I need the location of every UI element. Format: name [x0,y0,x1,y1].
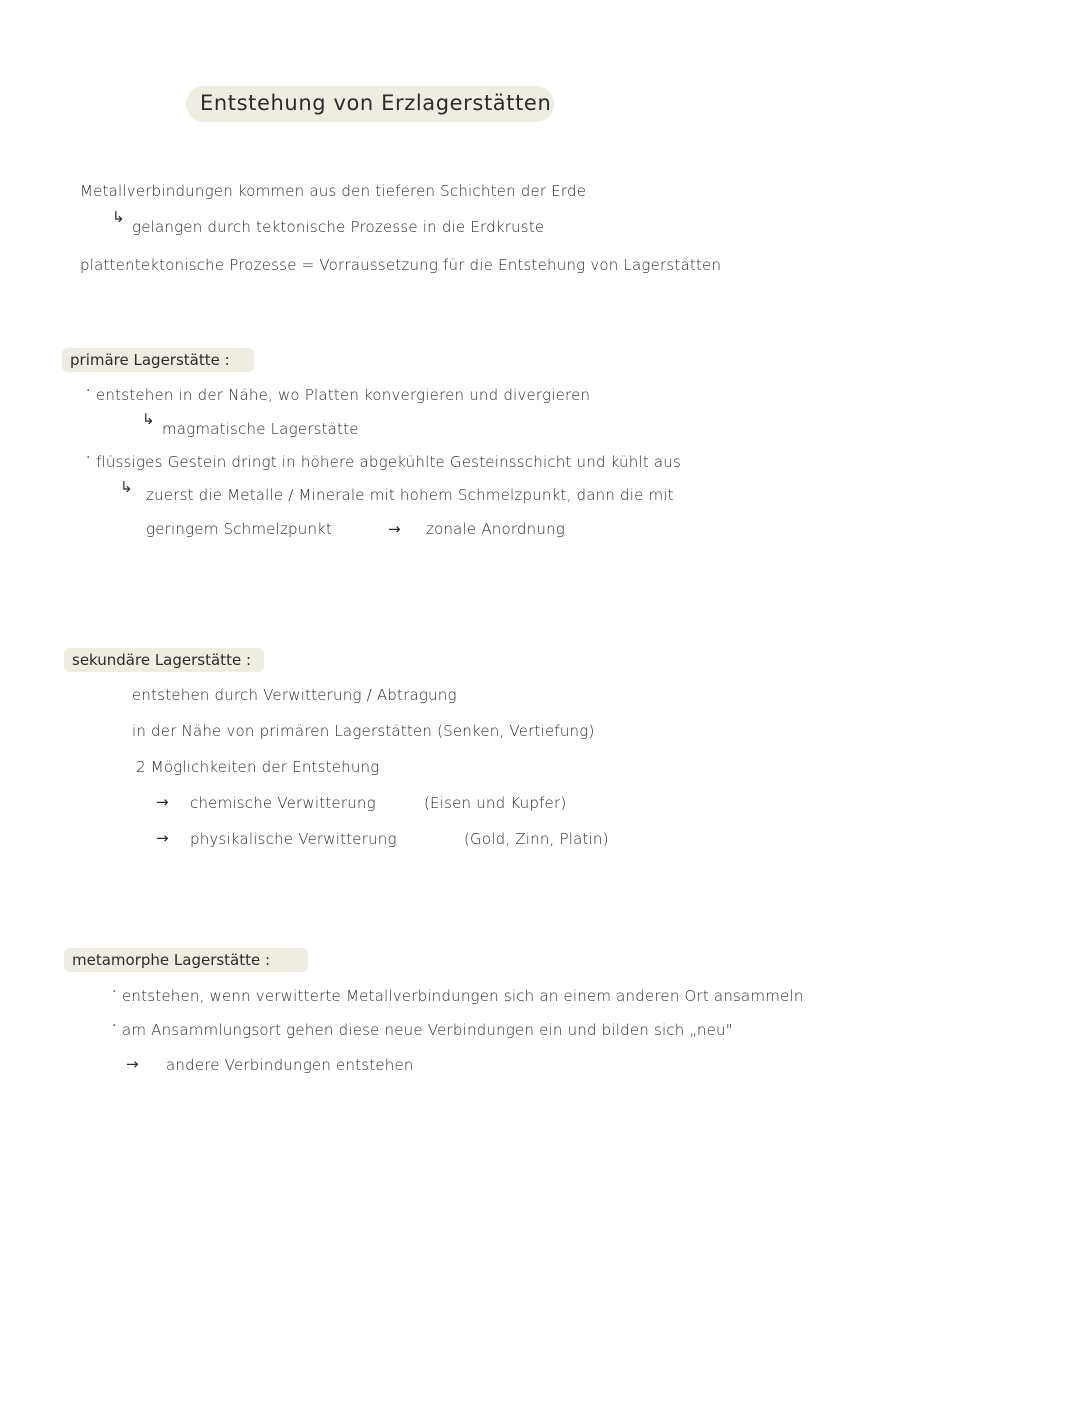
secondary-line-3: 2 Möglichkeiten der Entstehung [136,758,380,776]
secondary-line-1: entstehen durch Verwitterung / Abtragung [132,686,457,704]
metamorphic-line-2: am Ansammlungsort gehen diese neue Verbindungen ein und bilden sich „neu" [122,1021,733,1039]
metamorphic-heading-text: metamorphe Lagerstätte : [72,951,271,969]
primary-line-3: flüssiges Gestein dringt in höhere abgekühlte Gesteinsschicht und kühlt aus [96,453,681,471]
sub-arrow-icon: ↳ [112,208,125,226]
primary-line-5a: geringem Schmelzpunkt [146,520,333,538]
primary-line-2: magmatische Lagerstätte [162,420,359,438]
intro-line-2: gelangen durch tektonische Prozesse in die Erdkruste [132,218,545,236]
page-title-text: Entstehung von Erzlagerstätten [200,91,552,115]
metamorphic-line-3: andere Verbindungen entstehen [166,1056,414,1074]
intro-line-3: plattentektonische Prozesse = Vorraussetzung für die Entstehung von Lagerstätten [80,256,722,274]
sub-arrow-icon: ↳ [120,478,133,496]
section-heading-primary [62,348,254,372]
primary-line-1: entstehen in der Nähe, wo Platten konvergieren und divergieren [96,386,591,404]
right-arrow-icon: → [156,793,169,811]
bullet-icon: · [112,1018,117,1034]
secondary-line-4a: chemische Verwitterung [190,794,376,812]
primary-heading-text: primäre Lagerstätte : [70,351,230,369]
intro-line-1: Metallverbindungen kommen aus den tieferen Schichten der Erde [80,182,587,200]
bullet-icon: · [112,984,117,1000]
bullet-icon: · [86,383,91,399]
section-heading-secondary [64,648,264,672]
page-title [186,86,554,122]
secondary-line-5a: physikalische Verwitterung [190,830,397,848]
secondary-line-2: in der Nähe von primären Lagerstätten (Senken, Vertiefung) [132,722,595,740]
sub-arrow-icon: ↳ [142,410,155,428]
bullet-icon: · [86,450,91,466]
secondary-line-5b: (Gold, Zinn, Platin) [464,830,609,848]
primary-line-5b: zonale Anordnung [426,520,566,538]
section-heading-metamorphic [64,948,308,972]
metamorphic-line-1: entstehen, wenn verwitterte Metallverbindungen sich an einem anderen Ort ansammeln [122,987,804,1005]
primary-line-4: zuerst die Metalle / Minerale mit hohem Schmelzpunkt, dann die mit [146,486,674,504]
secondary-line-4b: (Eisen und Kupfer) [424,794,567,812]
right-arrow-icon: → [388,520,401,538]
right-arrow-icon: → [156,829,169,847]
secondary-heading-text: sekundäre Lagerstätte : [72,651,251,669]
right-arrow-icon: → [126,1055,139,1073]
